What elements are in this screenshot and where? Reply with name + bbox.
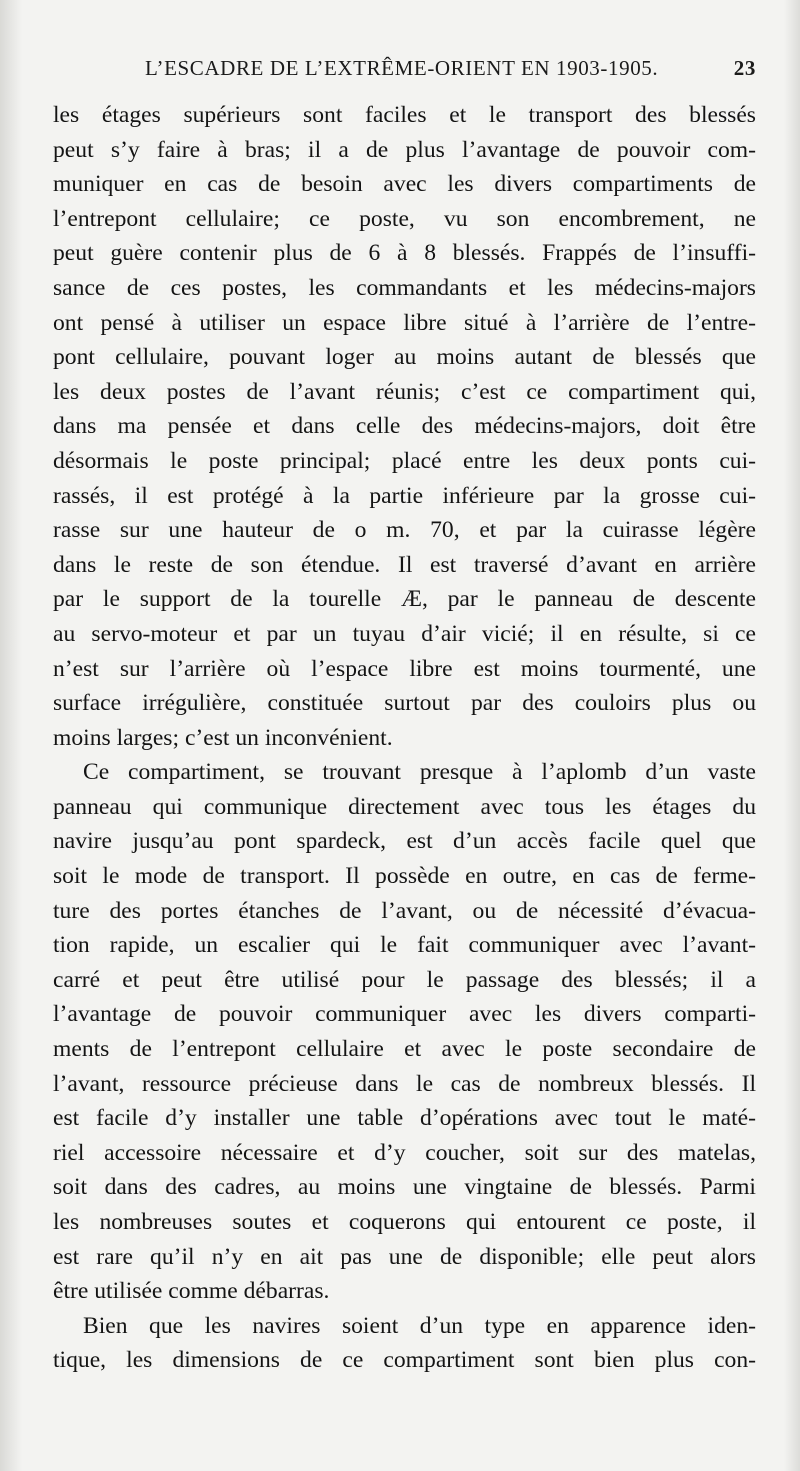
paragraph	[53, 755, 756, 1309]
paragraph	[53, 98, 756, 755]
text-line: ont pensé à utiliser un espace libre situé à l’arrière de l’entre-	[53, 309, 756, 336]
text-line: l’entrepont cellulaire; ce poste, vu son encombrement, ne	[53, 205, 756, 232]
paragraph	[53, 1309, 756, 1378]
text-line: est facile d’y installer une table d’opérations avec tout le maté-	[53, 1105, 756, 1132]
scan-shadow-right	[784, 0, 800, 1471]
text-line: moins larges; c’est un inconvénient.	[53, 724, 393, 751]
text-line: dans ma pensée et dans celle des médecins-majors, doit être	[53, 413, 756, 440]
text-line: ture des portes étanches de l’avant, ou de nécessité d’évacua-	[53, 897, 756, 924]
text-line: est rare qu’il n’y en ait pas une de disponible; elle peut alors	[53, 1243, 756, 1270]
text-line: navire jusqu’au pont spardeck, est d’un accès facile quel que	[53, 828, 756, 855]
page-number: 23	[733, 56, 756, 80]
text-line: par le support de la tourelle Æ, par le panneau de descente	[53, 586, 756, 613]
text-line: muniquer en cas de besoin avec les divers compartiments de	[53, 171, 756, 198]
text-line: rassés, il est protégé à la partie inférieure par la grosse cui-	[53, 482, 756, 509]
running-head-title: L’ESCADRE DE L’EXTRÊME-ORIENT EN 1903-1905.	[145, 56, 659, 80]
text-line: panneau qui communique directement avec tous les étages du	[53, 793, 756, 820]
text-line: être utilisée comme débarras.	[53, 1278, 330, 1305]
text-line: Ce compartiment, se trouvant presque à l’aplomb d’un vaste	[83, 759, 756, 786]
text-line: n’est sur l’arrière où l’espace libre est moins tourmenté, une	[53, 655, 756, 682]
text-line: soit dans des cadres, au moins une vingtaine de blessés. Parmi	[53, 1174, 756, 1201]
body-text	[53, 98, 756, 1378]
running-head	[53, 56, 756, 86]
text-line: les étages supérieurs sont faciles et le transport des blessés	[53, 102, 756, 128]
text-line: riel accessoire nécessaire et d’y coucher, soit sur des matelas,	[53, 1139, 756, 1166]
text-line: carré et peut être utilisé pour le passage des blessés; il a	[53, 966, 756, 993]
text-line: l’avant, ressource précieuse dans le cas de nombreux blessés. Il	[53, 1070, 756, 1097]
text-line: l’avantage de pouvoir communiquer avec les divers comparti-	[53, 1001, 756, 1028]
text-line: les deux postes de l’avant réunis; c’est ce compartiment qui,	[53, 378, 756, 405]
text-line: les nombreuses soutes et coquerons qui entourent ce poste, il	[53, 1209, 756, 1235]
text-line: peut s’y faire à bras; il a de plus l’avantage de pouvoir com-	[53, 136, 756, 163]
text-line: au servo-moteur et par un tuyau d’air vicié; il en résulte, si ce	[53, 620, 756, 647]
text-line: peut guère contenir plus de 6 à 8 blessés. Frappés de l’insuffi-	[53, 240, 756, 267]
text-line: tique, les dimensions de ce compartiment sont bien plus con-	[53, 1347, 756, 1374]
text-line: surface irrégulière, constituée surtout par des couloirs plus ou	[53, 690, 756, 717]
text-line: désormais le poste principal; placé entre les deux ponts cui-	[53, 447, 756, 474]
text-line: sance de ces postes, les commandants et les médecins-majors	[53, 274, 756, 301]
text-line: rasse sur une hauteur de o m. 70, et par la cuirasse légère	[53, 517, 756, 544]
text-line: pont cellulaire, pouvant loger au moins autant de blessés que	[53, 344, 756, 371]
text-line: tion rapide, un escalier qui le fait communiquer avec l’avant-	[53, 932, 756, 959]
text-line: soit le mode de transport. Il possède en outre, en cas de ferme-	[53, 863, 756, 890]
text-line: ments de l’entrepont cellulaire et avec le poste secondaire de	[53, 1036, 756, 1063]
text-line: dans le reste de son étendue. Il est traversé d’avant en arrière	[53, 551, 756, 578]
text-line: Bien que les navires soient d’un type en apparence iden-	[83, 1312, 756, 1339]
scan-shadow-left	[0, 0, 22, 1471]
